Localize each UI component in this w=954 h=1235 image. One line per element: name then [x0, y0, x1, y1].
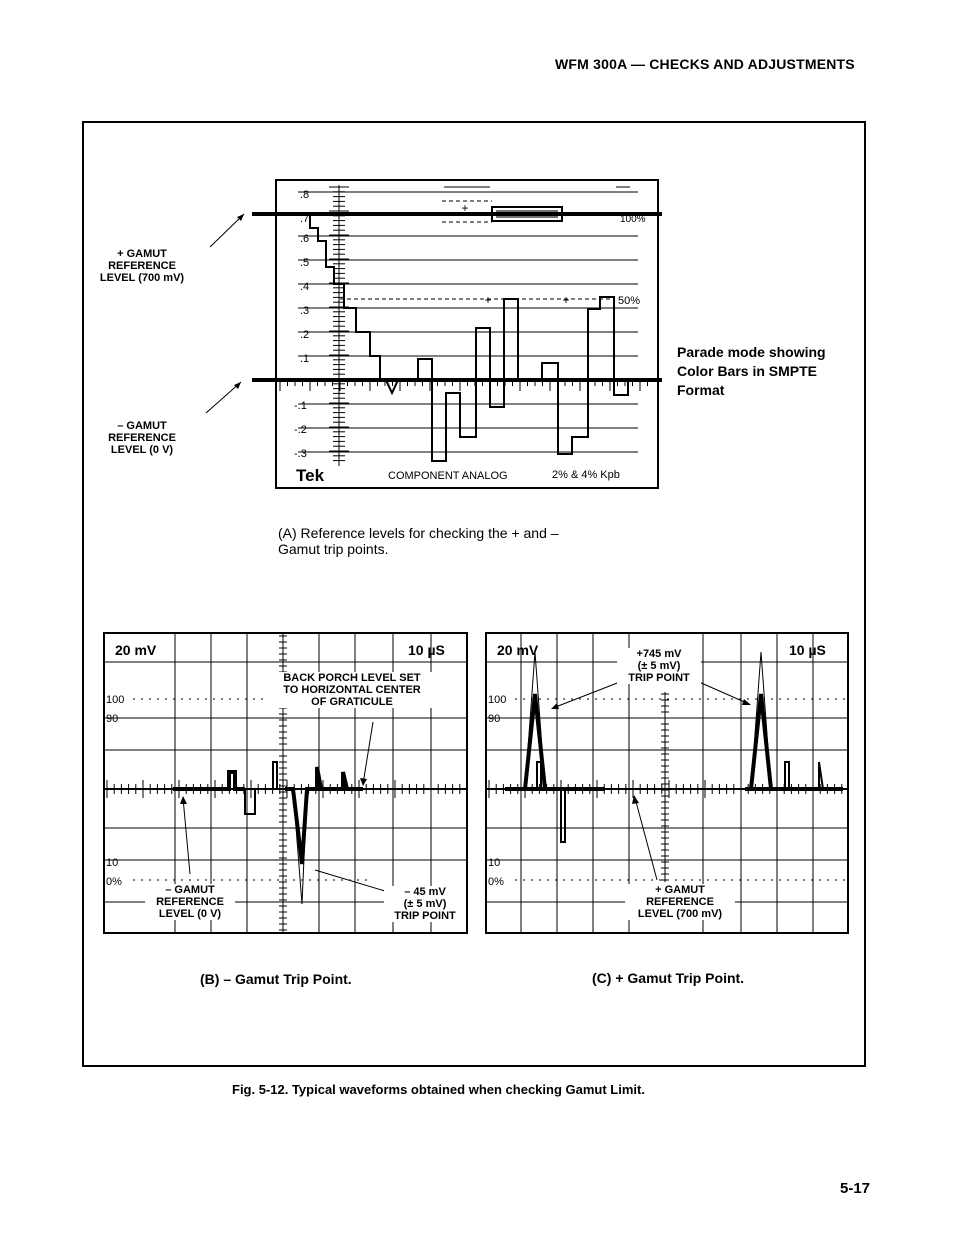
scale-label: .7	[300, 213, 310, 225]
kpb-label: 2% & 4% Kpb	[552, 469, 620, 481]
c-pct-10: 10	[488, 857, 501, 869]
side-note: Parade mode showing Color Bars in SMPTE Format	[677, 344, 826, 398]
scale-label: .5	[300, 257, 310, 269]
figure-caption: Fig. 5-12. Typical waveforms obtained when checking Gamut Limit.	[232, 1082, 645, 1097]
b-gamut-label: – GAMUT REFERENCE LEVEL (0 V)	[145, 884, 235, 920]
svg-text:+: +	[562, 293, 570, 307]
svg-text:+: +	[461, 201, 469, 215]
b-pct-90: 90	[106, 713, 119, 725]
scale-label: .4	[300, 281, 310, 293]
caption-a: (A) Reference levels for checking the + and – Gamut trip points.	[278, 525, 559, 557]
scale-label: .1	[300, 353, 310, 365]
b-time: 10 µS	[408, 642, 445, 658]
c-time: 10 µS	[789, 642, 826, 658]
scale-label: .3	[300, 305, 310, 317]
svg-text:+: +	[484, 293, 492, 307]
percent-100-label: 100%	[620, 214, 646, 225]
scale-label: -.2	[294, 424, 307, 436]
page-header: WFM 300A — CHECKS AND ADJUSTMENTS	[555, 56, 855, 72]
c-pct-0: 0%	[488, 876, 504, 888]
caption-c: (C) + Gamut Trip Point.	[592, 970, 745, 986]
b-pct-100: 100	[106, 694, 125, 706]
scale-label: .2	[300, 329, 310, 341]
c-trip-label: +745 mV (± 5 mV) TRIP POINT	[617, 648, 701, 684]
percent-50-label: 50%	[618, 295, 641, 307]
caption-b: (B) – Gamut Trip Point.	[200, 971, 352, 987]
minus-gamut-label-a: – GAMUT REFERENCE LEVEL (0 V)	[108, 420, 176, 456]
b-volts: 20 mV	[115, 642, 157, 658]
scale-label: .6	[300, 233, 310, 245]
component-label: COMPONENT ANALOG	[388, 470, 508, 482]
back-porch-label: BACK PORCH LEVEL SET TO HORIZONTAL CENTER OF GRATICULE	[272, 672, 432, 708]
scale-label: -.1	[294, 400, 307, 412]
c-volts: 20 mV	[497, 642, 539, 658]
tek-logo: Tek	[296, 466, 325, 485]
scale-label: .8	[300, 189, 310, 201]
b-trip-label: – 45 mV (± 5 mV) TRIP POINT	[384, 886, 466, 922]
c-pct-90: 90	[488, 713, 501, 725]
c-gamut-label: + GAMUT REFERENCE LEVEL (700 mV)	[625, 884, 735, 920]
scale-label: -.3	[294, 448, 307, 460]
plus-gamut-label-a: + GAMUT REFERENCE LEVEL (700 mV)	[99, 248, 185, 284]
b-pct-0: 0%	[106, 876, 122, 888]
b-pct-10: 10	[106, 857, 119, 869]
c-pct-100: 100	[488, 694, 507, 706]
page-number: 5-17	[840, 1180, 871, 1197]
